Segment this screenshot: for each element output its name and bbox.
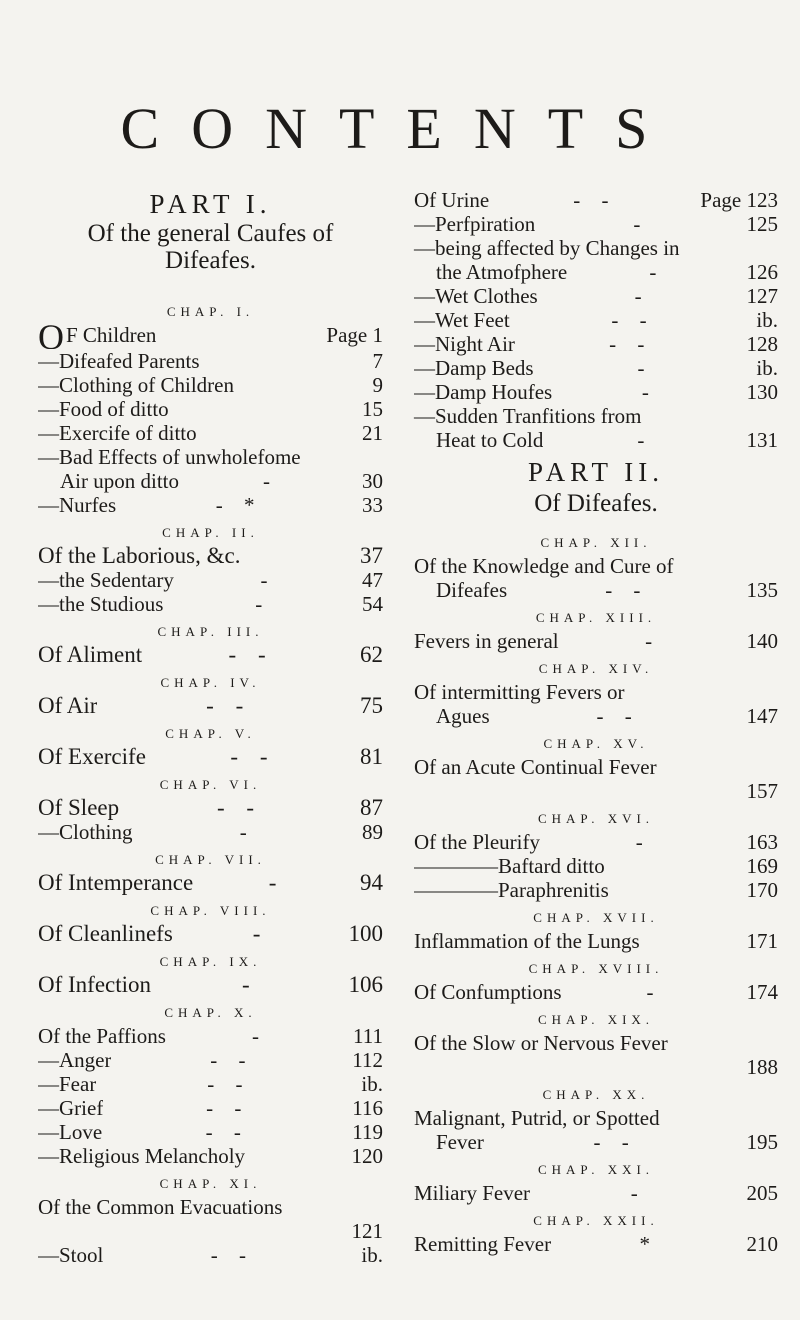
entry-text: Miliary Fever <box>414 1181 531 1205</box>
toc-entry-nurses[interactable] <box>38 493 383 517</box>
entry-text: —Anger <box>38 1048 112 1072</box>
leader-dashes: - - <box>228 643 274 667</box>
toc-entry-of-children[interactable] <box>38 323 383 349</box>
toc-entry-slow-nervous-fever[interactable]: Of the Slow or Nervous Fever <box>414 1031 668 1055</box>
entry-text: Of Cleanlinefs <box>38 922 173 946</box>
entry-text: Of Exercife <box>38 745 146 769</box>
entry-page: 106 <box>348 972 383 997</box>
leader-dashes: - - <box>230 745 276 769</box>
drop-cap: O <box>38 323 64 349</box>
entry-text: Of Air <box>38 694 98 718</box>
entry-text: —the Sedentary <box>38 568 174 592</box>
leader-dashes: - * <box>215 493 263 517</box>
entry-text: the Atmofphere <box>436 260 568 284</box>
part-one-subtitle-line1: Of the general Caufes of <box>87 220 334 247</box>
entry-text: Heat to Cold <box>436 428 544 452</box>
toc-entry-exercise-of-ditto[interactable] <box>38 421 383 445</box>
entry-page: 171 <box>746 929 778 953</box>
leader-dashes: - <box>241 973 258 997</box>
chapter-heading-5: CHAP. V. <box>165 726 256 741</box>
entry-text: Fevers in general <box>414 629 559 653</box>
entry-page: 210 <box>746 1232 778 1256</box>
entry-text: —Love <box>38 1120 103 1144</box>
toc-entry-infection[interactable] <box>38 973 383 997</box>
entry-page: 30 <box>362 469 383 493</box>
toc-entry-common-evacuations-page[interactable] <box>38 1219 383 1243</box>
entry-text: Agues <box>436 704 490 728</box>
toc-entry-fear[interactable] <box>38 1072 383 1096</box>
entry-text: Of the Laborious, &c. <box>38 544 241 568</box>
chapter-heading-1: CHAP. I. <box>166 304 255 319</box>
entry-page: 127 <box>746 284 778 308</box>
leader-dashes: - <box>630 1181 646 1205</box>
entry-page: 21 <box>362 421 383 445</box>
entry-page: 81 <box>360 744 383 769</box>
toc-entry-acute-continual-fever[interactable]: Of an Acute Continual Fever <box>414 755 657 779</box>
leader-dashes: - - <box>605 578 649 602</box>
chapter-heading-17: CHAP. XVII. <box>533 910 659 925</box>
entry-text: —Exercife of ditto <box>38 421 197 445</box>
entry-page: 119 <box>352 1120 383 1144</box>
entry-text: —Fear <box>38 1072 97 1096</box>
entry-text: —the Studious <box>38 592 164 616</box>
toc-entry-sudden-transitions-continuation[interactable] <box>414 428 778 452</box>
entry-text: Of the Paffions <box>38 1024 166 1048</box>
toc-entry-damp-beds[interactable] <box>414 356 778 380</box>
entry-page: 116 <box>352 1096 383 1120</box>
entry-page: 94 <box>360 870 383 895</box>
chapter-heading-13: CHAP. XIII. <box>535 610 657 625</box>
entry-page: 121 <box>351 1219 383 1243</box>
entry-text: Remitting Fever <box>414 1232 552 1256</box>
chapter-heading-8: CHAP. VIII. <box>150 903 271 918</box>
toc-entry-bastard-pleurisy[interactable] <box>414 854 778 878</box>
toc-entry-exercise[interactable] <box>38 745 383 769</box>
entry-page: 205 <box>746 1181 778 1205</box>
toc-entry-malignant-fever-continuation[interactable] <box>414 1130 778 1154</box>
entry-text: —Perfpiration <box>414 212 536 236</box>
chapter-heading-18: CHAP. XVIII. <box>528 961 664 976</box>
entry-text: —Difeafed Parents <box>38 349 200 373</box>
leader-dashes: - - <box>207 1072 251 1096</box>
chapter-heading-12: CHAP. XII. <box>540 535 652 550</box>
toc-entry-damp-houses[interactable] <box>414 380 778 404</box>
toc-entry-religious-melancholy[interactable] <box>38 1144 383 1168</box>
leader-dashes: - - <box>206 694 252 718</box>
leader-dashes: - <box>637 428 653 452</box>
toc-entry-aliment[interactable] <box>38 643 383 667</box>
entry-page: 33 <box>362 493 383 517</box>
chapter-heading-16: CHAP. XVI. <box>537 811 655 826</box>
chapter-heading-15: CHAP. XV. <box>543 736 649 751</box>
toc-entry-diseased-parents[interactable] <box>38 349 383 373</box>
toc-entry-wet-clothes[interactable] <box>414 284 778 308</box>
toc-entry-cleanliness[interactable] <box>38 922 383 946</box>
chapter-heading-11: CHAP. XI. <box>159 1176 262 1191</box>
toc-entry-knowledge-and-cure-continuation[interactable] <box>414 578 778 602</box>
toc-entry-atmosphere[interactable]: —being affected by Changes in <box>414 236 680 260</box>
entry-text: —Food of ditto <box>38 397 169 421</box>
entry-page: 147 <box>746 704 778 728</box>
entry-page: 112 <box>352 1048 383 1072</box>
toc-entry-pleurisy[interactable] <box>414 830 778 854</box>
chapter-heading-10: CHAP. X. <box>164 1005 257 1020</box>
leader-dashes: - <box>649 260 665 284</box>
entry-page: 87 <box>360 795 383 820</box>
entry-page: 140 <box>746 629 778 653</box>
toc-entry-bad-effects[interactable]: —Bad Effects of unwholefome <box>38 445 301 469</box>
chapter-heading-20: CHAP. XX. <box>542 1087 650 1102</box>
leader-dashes: - - <box>573 188 617 212</box>
leader-dashes: - - <box>609 332 653 356</box>
entry-page: Page 1 <box>326 323 383 347</box>
entry-text: —Clothing of Children <box>38 373 234 397</box>
toc-entry-love[interactable] <box>38 1120 383 1144</box>
toc-entry-grief[interactable] <box>38 1096 383 1120</box>
entry-page: 111 <box>353 1024 383 1048</box>
toc-entry-clothing[interactable] <box>38 820 383 844</box>
entry-page: 174 <box>746 980 778 1004</box>
leader-dashes: - <box>255 592 271 616</box>
toc-entry-air[interactable] <box>38 694 383 718</box>
leader-dashes: - - <box>210 1048 254 1072</box>
toc-entry-intemperance[interactable] <box>38 871 383 895</box>
leader-dashes: - <box>645 629 661 653</box>
toc-entry-slow-nervous-fever-page[interactable] <box>414 1055 778 1079</box>
toc-entry-night-air[interactable] <box>414 332 778 356</box>
toc-entry-bad-effects-continuation[interactable] <box>38 469 383 493</box>
entry-page: 195 <box>746 1130 778 1154</box>
toc-entry-consumptions[interactable] <box>414 980 778 1004</box>
entry-page: 62 <box>360 642 383 667</box>
entry-page: 37 <box>360 543 383 568</box>
toc-entry-anger[interactable] <box>38 1048 383 1072</box>
leader-dashes: - <box>263 469 278 493</box>
entry-page: 163 <box>746 830 778 854</box>
entry-page: 125 <box>746 212 778 236</box>
entry-page: 169 <box>746 854 778 878</box>
toc-entry-food-of-ditto[interactable] <box>38 397 383 421</box>
entry-text: Difeafes <box>436 578 508 602</box>
chapter-heading-3: CHAP. III. <box>157 624 264 639</box>
entry-page: 15 <box>362 397 383 421</box>
right-column <box>414 188 778 1256</box>
toc-entry-studious[interactable] <box>38 592 383 616</box>
toc-entry-knowledge-and-cure[interactable]: Of the Knowledge and Cure of <box>414 554 674 578</box>
entry-text: Of Confumptions <box>414 980 562 1004</box>
entry-page: 126 <box>746 260 778 284</box>
part-two-subtitle: Of Difeafes. <box>534 490 658 517</box>
entry-text: Of Sleep <box>38 796 120 820</box>
leader-dashes: - - <box>593 1130 637 1154</box>
toc-entry-stool[interactable] <box>38 1243 383 1267</box>
chapter-heading-2: CHAP. II. <box>162 525 259 540</box>
entry-text: Of Infection <box>38 973 152 997</box>
leader-dashes: - <box>252 922 269 946</box>
toc-entry-acute-continual-fever-page[interactable] <box>414 779 778 803</box>
chapter-heading-7: CHAP. VII. <box>155 852 266 867</box>
toc-entry-inflammation-of-lungs[interactable] <box>414 929 778 953</box>
leader-dashes: - <box>646 980 662 1004</box>
chapter-heading-21: CHAP. XXI. <box>537 1162 655 1177</box>
entry-text: —Stool <box>38 1243 104 1267</box>
entry-page: 130 <box>746 380 778 404</box>
toc-entry-sudden-transitions[interactable]: —Sudden Tranfitions from <box>414 404 642 428</box>
entry-text: —Damp Houfes <box>414 380 553 404</box>
toc-entry-fevers-in-general[interactable] <box>414 629 778 653</box>
entry-page: ib. <box>361 1243 383 1267</box>
entry-text: —Wet Feet <box>414 308 510 332</box>
toc-entry-atmosphere-continuation[interactable] <box>414 260 778 284</box>
entry-text: —Night Air <box>414 332 515 356</box>
leader-dashes: - - <box>206 1096 250 1120</box>
entry-text: Of Aliment <box>38 643 143 667</box>
toc-entry-intermitting-fevers[interactable]: Of intermitting Fevers or <box>414 680 625 704</box>
entry-text: Air upon ditto <box>60 469 179 493</box>
toc-entry-malignant-fever[interactable]: Malignant, Putrid, or Spotted <box>414 1106 660 1130</box>
entry-text: —Nurfes <box>38 493 117 517</box>
part-two-title: PART II. <box>528 457 664 487</box>
entry-text: F Children <box>66 323 157 347</box>
entry-text: Of Urine <box>414 188 490 212</box>
entry-page: ib. <box>756 356 778 380</box>
leader-dashes: - <box>635 830 651 854</box>
entry-page: ib. <box>756 308 778 332</box>
toc-entry-intermitting-fevers-continuation[interactable] <box>414 704 778 728</box>
entry-page: 157 <box>746 779 778 803</box>
entry-page: 75 <box>360 693 383 718</box>
entry-page: 131 <box>746 428 778 452</box>
toc-entry-remitting-fever[interactable] <box>414 1232 778 1256</box>
chapter-heading-22: CHAP. XXII. <box>533 1213 659 1228</box>
entry-page: 170 <box>746 878 778 902</box>
entry-page: 135 <box>746 578 778 602</box>
leader-dashes: - <box>637 356 653 380</box>
chapter-heading-19: CHAP. XIX. <box>537 1012 655 1027</box>
leader-dashes: - <box>260 568 276 592</box>
entry-text: —Wet Clothes <box>414 284 538 308</box>
leader-dashes: - <box>641 380 657 404</box>
left-column <box>38 188 383 1267</box>
toc-entry-common-evacuations[interactable]: Of the Common Evacuations <box>38 1195 283 1219</box>
chapter-heading-6: CHAP. VI. <box>159 777 262 792</box>
entry-text: Of Intemperance <box>38 871 194 895</box>
leader-dashes: - <box>633 212 649 236</box>
toc-entry-sedentary[interactable] <box>38 568 383 592</box>
entry-page: 47 <box>362 568 383 592</box>
leader-dashes: - <box>239 820 255 844</box>
leader-dashes: - - <box>205 1120 249 1144</box>
entry-page: ib. <box>361 1072 383 1096</box>
entry-text: ————Paraphrenitis <box>414 878 609 902</box>
entry-text: Inflammation of the Lungs <box>414 929 640 953</box>
leader-dashes: - - <box>611 308 655 332</box>
contents-heading: CONTENTS <box>120 96 680 161</box>
part-one-subtitle-line2: Difeafes. <box>165 247 256 274</box>
entry-page: 128 <box>746 332 778 356</box>
entry-page: 9 <box>372 373 383 397</box>
toc-entry-urine[interactable] <box>414 188 778 212</box>
entry-text: Of the Pleurify <box>414 830 540 854</box>
entry-text: ————Baftard ditto <box>414 854 605 878</box>
toc-entry-paraphrenitis[interactable] <box>414 878 778 902</box>
toc-entry-perspiration[interactable] <box>414 212 778 236</box>
entry-text: —Grief <box>38 1096 104 1120</box>
entry-text: —Religious Melancholy <box>38 1144 246 1168</box>
entry-page: 54 <box>362 592 383 616</box>
leader-dashes: - <box>634 284 650 308</box>
toc-entry-passions[interactable] <box>38 1024 383 1048</box>
toc-entry-sleep[interactable] <box>38 796 383 820</box>
leader-dashes: * <box>639 1232 659 1256</box>
toc-entry-clothing-of-children[interactable] <box>38 373 383 397</box>
leader-dashes: - <box>268 871 285 895</box>
entry-text: —Clothing <box>38 820 133 844</box>
chapter-heading-14: CHAP. XIV. <box>538 661 654 676</box>
entry-text: Fever <box>436 1130 484 1154</box>
entry-page: Page 123 <box>700 188 778 212</box>
leader-dashes: - - <box>210 1243 254 1267</box>
leader-dashes: - - <box>596 704 640 728</box>
toc-entry-miliary-fever[interactable] <box>414 1181 778 1205</box>
entry-page: 89 <box>362 820 383 844</box>
toc-entry-wet-feet[interactable] <box>414 308 778 332</box>
chapter-heading-9: CHAP. IX. <box>159 954 262 969</box>
entry-page: 188 <box>746 1055 778 1079</box>
part-one-title: PART I. <box>149 189 272 219</box>
leader-dashes: - <box>251 1024 267 1048</box>
entry-page: 100 <box>348 921 383 946</box>
chapter-heading-4: CHAP. IV. <box>160 675 261 690</box>
toc-entry-laborious[interactable] <box>38 544 383 568</box>
entry-page: 120 <box>351 1144 383 1168</box>
entry-page: 7 <box>372 349 383 373</box>
entry-text: —Damp Beds <box>414 356 534 380</box>
leader-dashes: - - <box>217 796 263 820</box>
